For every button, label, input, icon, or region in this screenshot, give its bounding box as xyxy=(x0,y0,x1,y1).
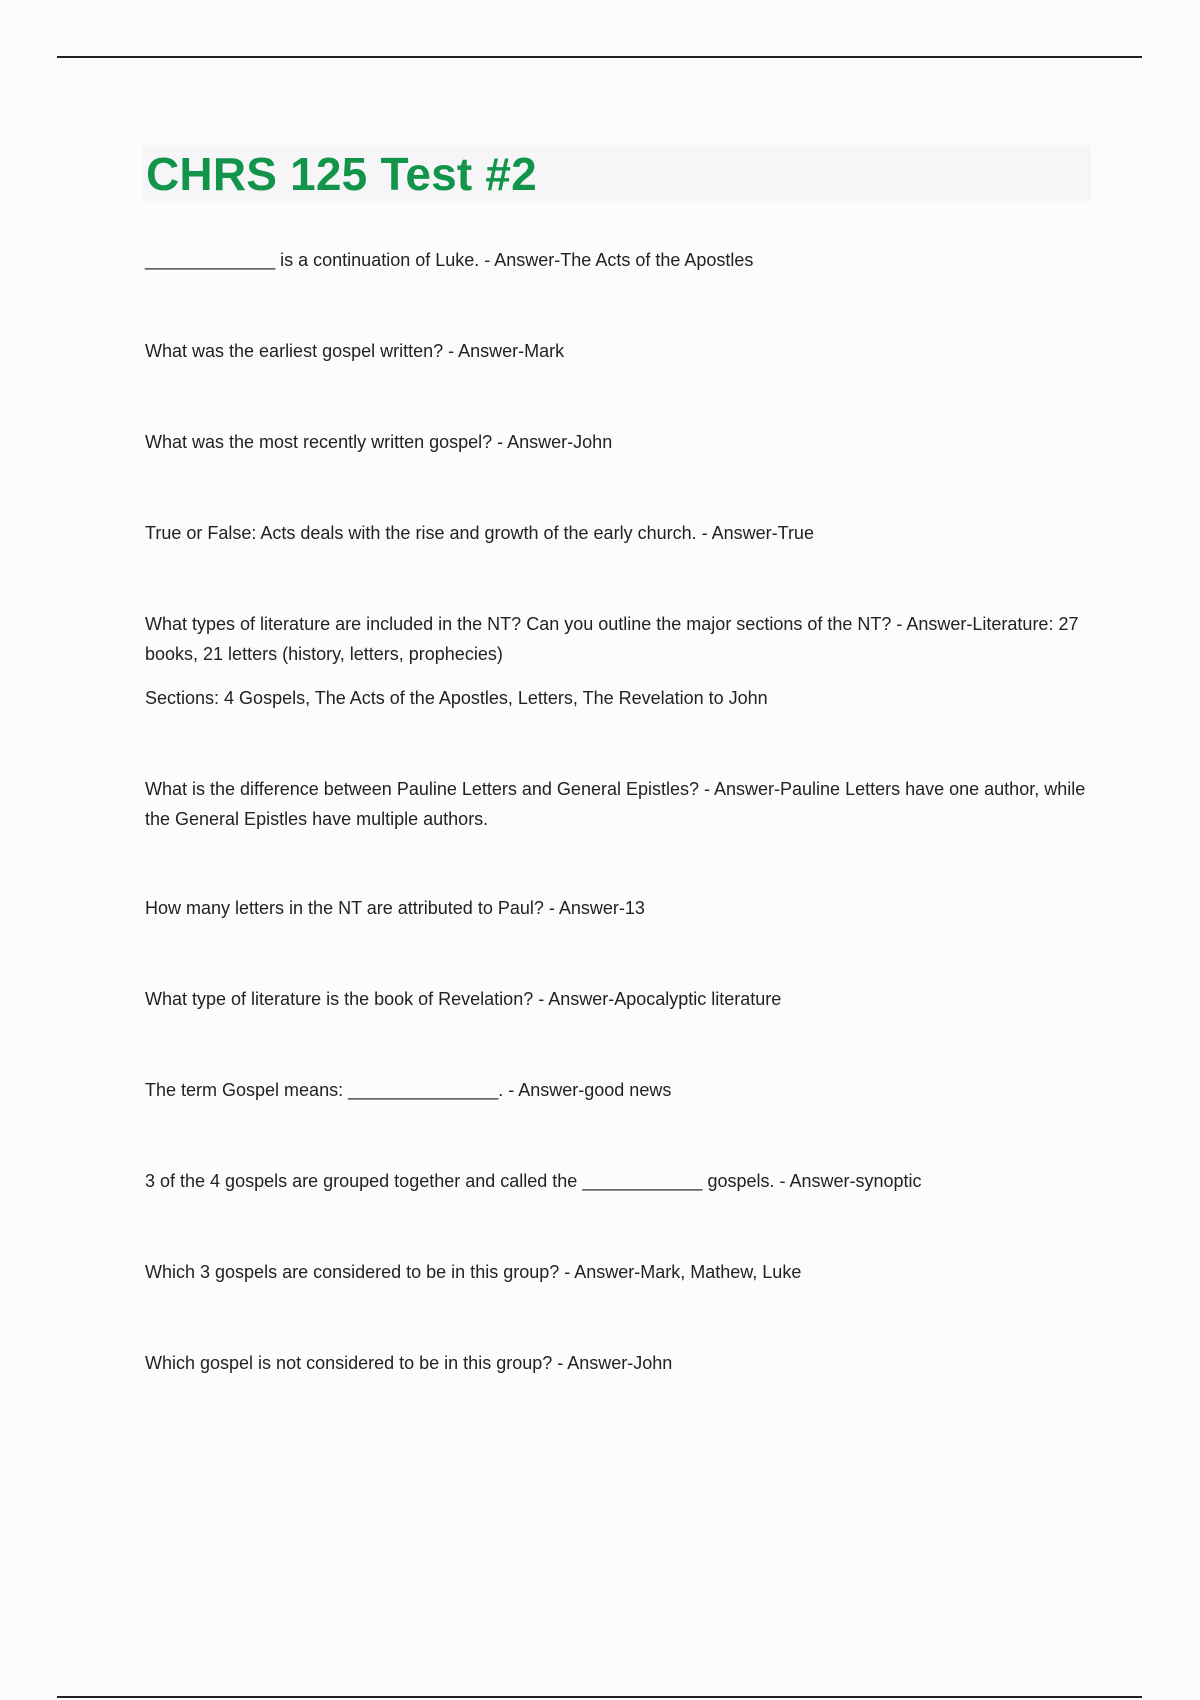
qa-text: What was the most recently written gospel? - Answer-John xyxy=(145,432,613,452)
qa-text: How many letters in the NT are attributed to Paul? - Answer-13 xyxy=(145,898,645,918)
qa-text: Which 3 gospels are considered to be in this group? - Answer-Mark, Mathew, Luke xyxy=(145,1262,802,1282)
document-title: CHRS 125 Test #2 xyxy=(146,148,537,200)
qa-extra-line: Sections: 4 Gospels, The Acts of the Apostles, Letters, The Revelation to John xyxy=(145,688,768,708)
top-divider xyxy=(57,56,1142,58)
qa-text: What types of literature are included in the NT? Can you outline the major sections of the NT? - Answer-Literature: 27 books, 21 letters (history, letters, prophecies) xyxy=(145,614,1079,664)
qa-entry-11 xyxy=(145,1257,1090,1287)
qa-text: Which gospel is not considered to be in this group? - Answer-John xyxy=(145,1353,673,1373)
qa-text: What type of literature is the book of Revelation? - Answer-Apocalyptic literature xyxy=(145,989,782,1009)
qa-entry-12 xyxy=(145,1348,1090,1378)
bottom-divider xyxy=(57,1696,1142,1698)
qa-entry-7 xyxy=(145,893,1090,923)
qa-text: True or False: Acts deals with the rise and growth of the early church. - Answer-True xyxy=(145,523,814,543)
qa-entry-6 xyxy=(145,774,1090,834)
qa-entry-9 xyxy=(145,1075,1090,1105)
qa-entry-1 xyxy=(145,245,1090,275)
qa-entry-4 xyxy=(145,518,1090,548)
qa-entry-8 xyxy=(145,984,1090,1014)
qa-text: The term Gospel means: _______________. - Answer-good news xyxy=(145,1080,672,1100)
qa-text: What was the earliest gospel written? - Answer-Mark xyxy=(145,341,565,361)
qa-text: 3 of the 4 gospels are grouped together and called the ____________ gospels. - Answer-synoptic xyxy=(145,1171,922,1191)
qa-text: _____________ is a continuation of Luke. - Answer-The Acts of the Apostles xyxy=(145,250,754,270)
qa-text: What is the difference between Pauline Letters and General Epistles? - Answer-Pauline Letters have one author, while the General Epistles have multiple authors. xyxy=(145,779,1086,829)
qa-entry-2 xyxy=(145,336,1090,366)
qa-entry-3 xyxy=(145,427,1090,457)
qa-entry-5 xyxy=(145,609,1090,713)
qa-entry-10 xyxy=(145,1166,1090,1196)
